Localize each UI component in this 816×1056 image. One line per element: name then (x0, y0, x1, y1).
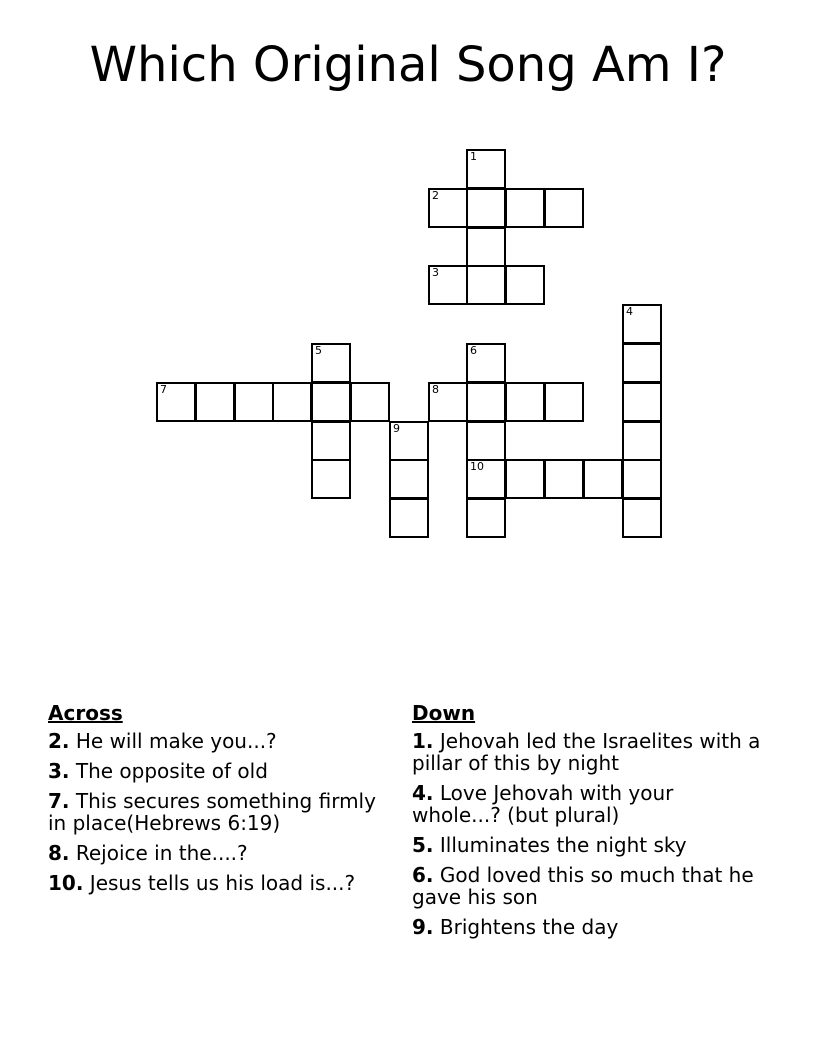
cell-number: 2 (432, 189, 439, 202)
page-title: Which Original Song Am I? (89, 37, 727, 93)
cell-number: 5 (315, 344, 322, 357)
crossword-cell[interactable] (466, 421, 506, 461)
crossword-cell[interactable] (311, 343, 351, 383)
crossword-cell[interactable] (466, 227, 506, 267)
crossword-cell[interactable] (544, 382, 584, 422)
clue-number: 6. (412, 863, 434, 887)
clue-number: 4. (412, 781, 434, 805)
crossword-cell[interactable] (622, 343, 662, 383)
down-clue (412, 730, 762, 774)
cell-number: 8 (432, 383, 439, 396)
crossword-cell[interactable] (466, 265, 506, 305)
across-clue (48, 730, 398, 752)
crossword-cell[interactable] (622, 459, 662, 499)
crossword-cell[interactable] (466, 188, 506, 228)
crossword-cell[interactable] (389, 498, 429, 538)
clue-text: Brightens the day (439, 915, 619, 939)
crossword-cell[interactable] (234, 382, 274, 422)
crossword-cell[interactable] (156, 382, 196, 422)
crossword-cell[interactable] (428, 382, 468, 422)
clue-text: Jesus tells us his load is...? (89, 871, 356, 895)
crossword-cell[interactable] (505, 265, 545, 305)
crossword-cell[interactable] (505, 459, 545, 499)
clue-text: Rejoice in the....? (75, 841, 248, 865)
crossword-cell[interactable] (622, 421, 662, 461)
crossword-cell[interactable] (466, 498, 506, 538)
crossword-cell[interactable] (311, 382, 351, 422)
clue-text: Jehovah led the Israelites with a pillar of this by night (412, 729, 761, 775)
down-clue (412, 834, 762, 856)
across-heading: Across (48, 701, 123, 725)
clue-number: 9. (412, 915, 434, 939)
clue-number: 10. (48, 871, 84, 895)
across-clue (48, 790, 398, 834)
cell-number: 4 (626, 305, 633, 318)
crossword-cell[interactable] (389, 459, 429, 499)
clue-number: 7. (48, 789, 70, 813)
down-clue (412, 864, 762, 908)
crossword-cell[interactable] (466, 382, 506, 422)
crossword-cell[interactable] (622, 382, 662, 422)
crossword-cell[interactable] (505, 188, 545, 228)
crossword-cell[interactable] (311, 459, 351, 499)
down-heading: Down (412, 701, 476, 725)
crossword-cell[interactable] (544, 459, 584, 499)
crossword-cell[interactable] (583, 459, 623, 499)
clue-number: 8. (48, 841, 70, 865)
across-clue (48, 842, 398, 864)
crossword-cell[interactable] (466, 459, 506, 499)
down-clue (412, 782, 762, 826)
crossword-cell[interactable] (466, 149, 506, 189)
crossword-cell[interactable] (350, 382, 390, 422)
clue-number: 2. (48, 729, 70, 753)
cell-number: 1 (470, 150, 477, 163)
crossword-cell[interactable] (622, 304, 662, 344)
down-clue (412, 916, 762, 938)
clue-text: This secures something firmly in place(Hebrews 6:19) (48, 789, 376, 835)
crossword-cell[interactable] (622, 498, 662, 538)
crossword-cell[interactable] (311, 421, 351, 461)
cell-number: 10 (470, 460, 484, 473)
crossword-cell[interactable] (272, 382, 312, 422)
clue-text: Love Jehovah with your whole...? (but plural) (412, 781, 674, 827)
crossword-cell[interactable] (466, 343, 506, 383)
clue-text: Illuminates the night sky (439, 833, 687, 857)
crossword-cell[interactable] (544, 188, 584, 228)
crossword-cell[interactable] (505, 382, 545, 422)
cell-number: 7 (160, 383, 167, 396)
cell-number: 3 (432, 266, 439, 279)
down-clues (412, 702, 762, 946)
cell-number: 9 (393, 422, 400, 435)
across-clues (48, 702, 398, 902)
clue-number: 3. (48, 759, 70, 783)
crossword-cell[interactable] (428, 265, 468, 305)
across-clue (48, 760, 398, 782)
crossword-cell[interactable] (428, 188, 468, 228)
clue-text: The opposite of old (75, 759, 268, 783)
clue-number: 1. (412, 729, 434, 753)
across-clue (48, 872, 398, 894)
cell-number: 6 (470, 344, 477, 357)
clue-number: 5. (412, 833, 434, 857)
clue-text: He will make you...? (75, 729, 277, 753)
crossword-cell[interactable] (195, 382, 235, 422)
crossword-cell[interactable] (389, 421, 429, 461)
clue-text: God loved this so much that he gave his son (412, 863, 754, 909)
